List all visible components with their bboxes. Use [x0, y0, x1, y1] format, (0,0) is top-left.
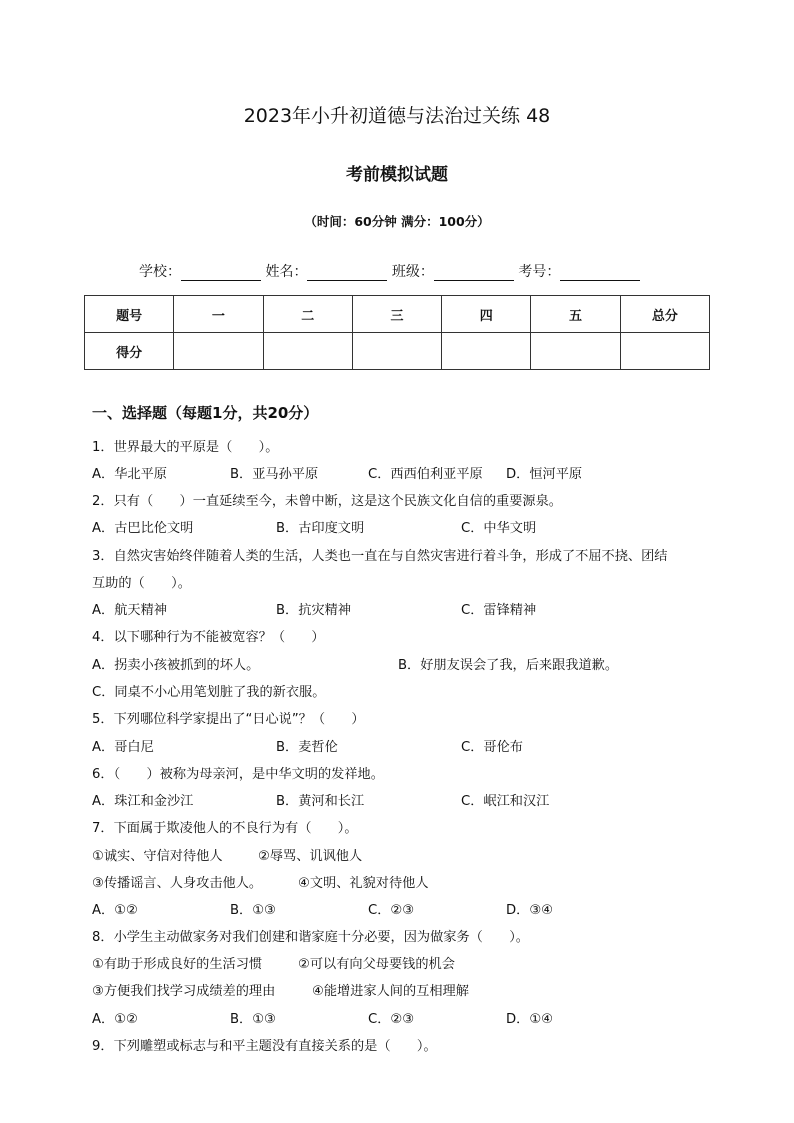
time-note: （时间：60分钟 满分：100分）: [304, 214, 490, 229]
question-8-stem: 8．小学生主动做家务对我们创建和谐家庭十分必要，因为做家务（ ）。: [92, 930, 529, 945]
option-c: C．西西伯利亚平原: [368, 467, 483, 482]
statement-1: ①诚实、守信对待他人: [92, 849, 223, 864]
option-c: C．雷锋精神: [461, 603, 537, 618]
option-c: C．②③: [368, 1012, 415, 1027]
option-c: C．中华文明: [461, 521, 537, 536]
name-label: 姓名：: [265, 264, 308, 280]
question-3-stem: 3．自然灾害始终伴随着人类的生活，人类也一直在与自然灾害进行着斗争，形成了不屈不挠、团结: [92, 549, 668, 564]
question-5-stem: 5．下列哪位科学家提出了“日心说”？（ ）: [92, 712, 365, 727]
question-4-option-c: C．同桌不小心用笔划脏了我的新衣服。: [92, 685, 326, 700]
statement-4: ④文明、礼貌对待他人: [298, 876, 429, 891]
option-b: B．古印度文明: [276, 521, 365, 536]
question-7-stem: 7．下面属于欺凌他人的不良行为有（ ）。: [92, 821, 358, 836]
exam-no-blank[interactable]: [560, 266, 640, 281]
score-header-cell: 总分: [620, 296, 709, 333]
score-cell[interactable]: [174, 333, 263, 370]
class-blank[interactable]: [434, 266, 514, 281]
option-d: D．恒河平原: [506, 467, 583, 482]
statement-3: ③方便我们找学习成绩差的理由: [92, 984, 276, 999]
score-header-cell: 五: [531, 296, 620, 333]
statement-2: ②辱骂、讥讽他人: [258, 849, 363, 864]
page-title: 2023年小升初道德与法治过关练 48: [243, 105, 551, 127]
score-header-cell: 题号: [85, 296, 174, 333]
option-b: B．好朋友误会了我，后来跟我道歉。: [398, 658, 619, 673]
option-a: A．拐卖小孩被抓到的坏人。: [92, 658, 260, 673]
score-header-row: [85, 296, 710, 333]
option-c: C．哥伦布: [461, 740, 523, 755]
statement-3: ③传播谣言、人身攻击他人。: [92, 876, 263, 891]
option-b: B．抗灾精神: [276, 603, 351, 618]
question-3-stem-cont: 互助的（ ）。: [92, 576, 191, 591]
score-header-cell: 三: [352, 296, 441, 333]
student-info-row: [139, 261, 640, 281]
score-cell[interactable]: [263, 333, 352, 370]
score-cell[interactable]: [352, 333, 441, 370]
score-cell[interactable]: [620, 333, 709, 370]
option-d: D．①④: [506, 1012, 553, 1027]
page-subtitle: 考前模拟试题: [346, 165, 448, 185]
option-a: A．①②: [92, 1012, 138, 1027]
option-a: A．航天精神: [92, 603, 167, 618]
option-b: B．①③: [230, 903, 276, 918]
option-b: B．麦哲伦: [276, 740, 338, 755]
statement-1: ①有助于形成良好的生活习惯: [92, 957, 263, 972]
school-label: 学校：: [139, 264, 181, 280]
class-label: 班级：: [391, 264, 434, 280]
section-title: 一、选择题（每题1分，共20分）: [92, 404, 319, 422]
option-b: B．黄河和长江: [276, 794, 365, 809]
name-blank[interactable]: [307, 266, 387, 281]
score-row-label: 得分: [85, 333, 174, 370]
question-6-stem: 6．（ ）被称为母亲河，是中华文明的发祥地。: [92, 767, 384, 782]
option-c: C．岷江和汉江: [461, 794, 550, 809]
option-a: A．华北平原: [92, 467, 167, 482]
question-1-stem: 1．世界最大的平原是（ ）。: [92, 440, 279, 455]
score-cell[interactable]: [531, 333, 620, 370]
option-a: A．哥白尼: [92, 740, 154, 755]
statement-2: ②可以有向父母要钱的机会: [298, 957, 455, 972]
option-a: A．古巴比伦文明: [92, 521, 194, 536]
option-d: D．③④: [506, 903, 553, 918]
score-row: [85, 333, 710, 370]
question-2-stem: 2．只有（ ）一直延续至今，未曾中断，这是这个民族文化自信的重要源泉。: [92, 494, 562, 509]
statement-4: ④能增进家人间的互相理解: [312, 984, 469, 999]
option-a: A．珠江和金沙江: [92, 794, 194, 809]
question-9-stem: 9．下列雕塑或标志与和平主题没有直接关系的是（ ）。: [92, 1039, 437, 1054]
school-blank[interactable]: [181, 266, 261, 281]
score-table: [84, 295, 710, 370]
exam-no-label: 考号：: [518, 264, 561, 280]
score-header-cell: 四: [442, 296, 531, 333]
score-cell[interactable]: [442, 333, 531, 370]
score-header-cell: 一: [174, 296, 263, 333]
option-c: C．②③: [368, 903, 415, 918]
option-a: A．①②: [92, 903, 138, 918]
question-4-stem: 4．以下哪种行为不能被宽容？（ ）: [92, 630, 325, 645]
option-b: B．①③: [230, 1012, 276, 1027]
option-b: B．亚马孙平原: [230, 467, 319, 482]
score-header-cell: 二: [263, 296, 352, 333]
